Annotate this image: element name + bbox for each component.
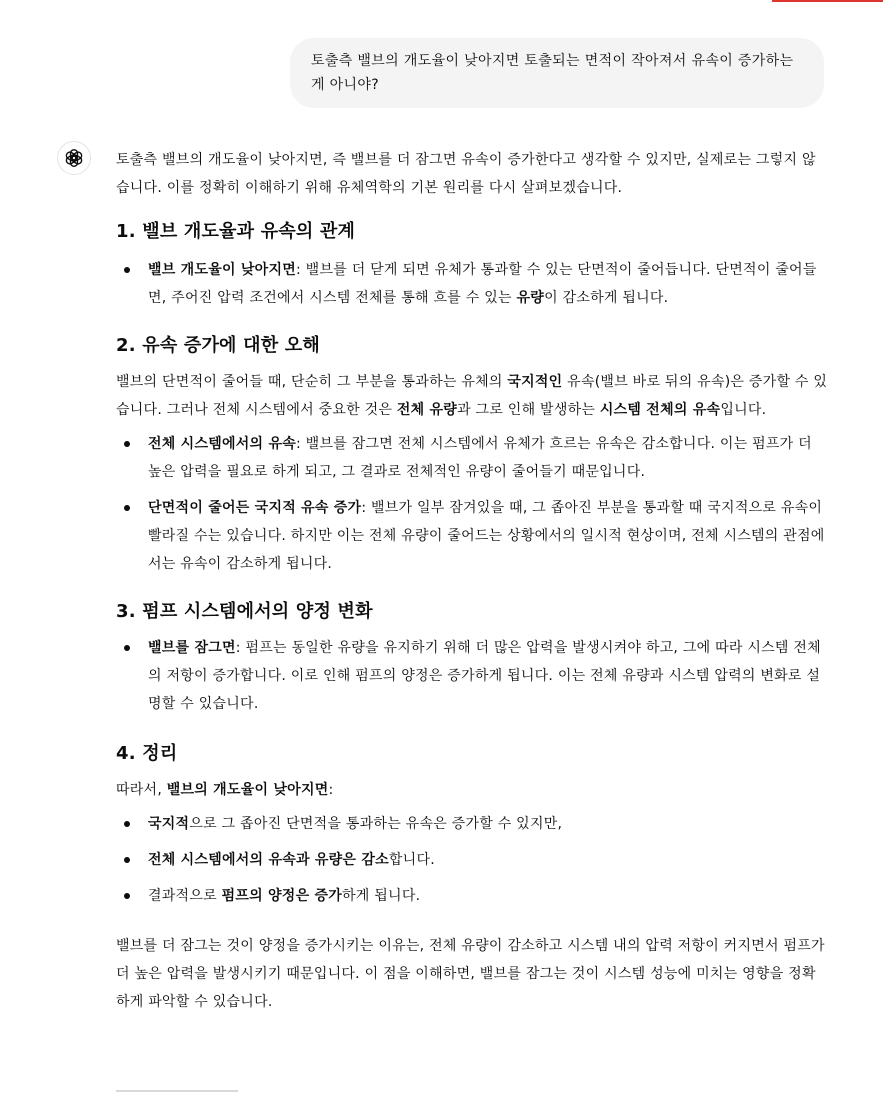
list-item bbox=[116, 494, 828, 578]
section-2-heading: 2. 유속 증가에 대한 오해 bbox=[116, 335, 320, 356]
item-text: 하게 됩니다. bbox=[342, 888, 421, 904]
item-bold-label: 밸브 개도율이 낮아지면 bbox=[148, 262, 296, 278]
section-1-heading: 1. 밸브 개도율과 유속의 관계 bbox=[116, 221, 356, 242]
para-text: 따라서, bbox=[116, 782, 167, 798]
item-text: : 밸브를 잠그면 전체 시스템에서 유체가 흐르는 유속은 감소합니다. 이는 펌프가 더 높은 압력을 필요로 하게 되고, 그 결과로 전체적인 유량이 줄어들기 때문입니다. bbox=[148, 436, 812, 480]
item-bold-label: 단면적이 줄어든 국지적 유속 증가 bbox=[148, 500, 362, 516]
para-bold: 밸브의 개도율이 낮아지면 bbox=[166, 782, 329, 798]
list-item bbox=[116, 810, 828, 838]
section-4-paragraph bbox=[116, 776, 828, 804]
para-text: 입니다. bbox=[720, 402, 767, 418]
item-bold-label: 전체 시스템에서의 유속 bbox=[148, 436, 296, 452]
section-1-list bbox=[116, 256, 828, 312]
user-message-bubble bbox=[290, 38, 824, 108]
list-item bbox=[116, 256, 828, 312]
item-bold-label: 펌프의 양정은 증가 bbox=[221, 888, 343, 904]
section-2-list bbox=[116, 430, 828, 578]
item-text: 합니다. bbox=[388, 852, 435, 868]
para-bold: 시스템 전체의 유속 bbox=[599, 402, 721, 418]
assistant-avatar bbox=[57, 141, 91, 175]
para-bold: 국지적인 bbox=[507, 374, 563, 390]
intro-paragraph: 토출측 밸브의 개도율이 낮아지면, 즉 밸브를 더 잠그면 유속이 증가한다고 생각할 수 있지만, 실제로는 그렇지 않습니다. 이를 정확히 이해하기 위해 유체역학의 기본 원리를 다시 살펴보겠습니다. bbox=[116, 152, 816, 196]
item-text: 으로 그 좁아진 단면적을 통과하는 유속은 증가할 수 있지만, bbox=[189, 816, 563, 832]
section-2-paragraph bbox=[116, 368, 828, 424]
item-text: : 펌프는 동일한 유량을 유지하기 위해 더 많은 압력을 발생시켜야 하고, 그에 따라 시스템 전체의 저항이 증가합니다. 이로 인해 펌프의 양정은 증가하게 됩니다. 이는 전체 유량과 시스템 압력의 변화로 설명할 수 있습니다. bbox=[148, 640, 821, 712]
assistant-message bbox=[116, 146, 828, 1016]
para-text: : bbox=[328, 782, 334, 798]
item-bold-label: 국지적 bbox=[148, 816, 190, 832]
para-bold: 전체 유량 bbox=[396, 402, 458, 418]
section-3-heading: 3. 펌프 시스템에서의 양정 변화 bbox=[116, 601, 373, 622]
list-item bbox=[116, 430, 828, 486]
item-text: 결과적으로 bbox=[148, 888, 222, 904]
item-bold-label: 전체 시스템에서의 유속과 유량은 감소 bbox=[148, 852, 389, 868]
para-text: 유속(밸브 바로 뒤의 유속)은 증가할 수 있습니다. 그러나 전체 시스템에서 중요한 것은 bbox=[116, 374, 828, 418]
item-text: : 밸브를 더 닫게 되면 유체가 통과할 수 있는 단면적이 줄어듭니다. 단면적이 줄어들면, 주어진 압력 조건에서 시스템 전체를 통해 흐를 수 있는 bbox=[148, 262, 817, 306]
openai-logo-icon bbox=[63, 147, 85, 169]
conclusion-paragraph: 밸브를 더 잠그는 것이 양정을 증가시키는 이유는, 전체 유량이 감소하고 시스템 내의 압력 저항이 커지면서 펌프가 더 높은 압력을 발생시키기 때문입니다. 이 점을 이해하면, 밸브를 잠그는 것이 시스템 성능에 미치는 영향을 정확하게 파악할 수 있습니다. bbox=[116, 938, 825, 1010]
item-text: : 밸브가 일부 잠겨있을 때, 그 좁아진 부분을 통과할 때 국지적으로 유속이 빨라질 수는 있습니다. 하지만 이는 전체 유량이 줄어드는 상황에서의 일시적 현상이며, 전체 시스템의 관점에서는 유속이 감소하게 됩니다. bbox=[148, 500, 825, 572]
list-item bbox=[116, 634, 828, 718]
list-item bbox=[116, 882, 828, 910]
user-message-text: 토출측 밸브의 개도율이 낮아지면 토출되는 면적이 작아져서 유속이 증가하는게 아니야? bbox=[311, 53, 794, 93]
item-text: 이 감소하게 됩니다. bbox=[544, 290, 669, 306]
section-4-heading: 4. 정리 bbox=[116, 743, 178, 764]
item-bold-label: 밸브를 잠그면 bbox=[148, 640, 236, 656]
section-3-list bbox=[116, 634, 828, 718]
section-4-list bbox=[116, 810, 828, 910]
bottom-divider bbox=[116, 1090, 238, 1092]
para-text: 과 그로 인해 발생하는 bbox=[457, 402, 600, 418]
item-bold-term: 유량 bbox=[516, 290, 545, 306]
list-item bbox=[116, 846, 828, 874]
para-text: 밸브의 단면적이 줄어들 때, 단순히 그 부분을 통과하는 유체의 bbox=[116, 374, 508, 390]
top-accent-bar bbox=[772, 0, 883, 2]
